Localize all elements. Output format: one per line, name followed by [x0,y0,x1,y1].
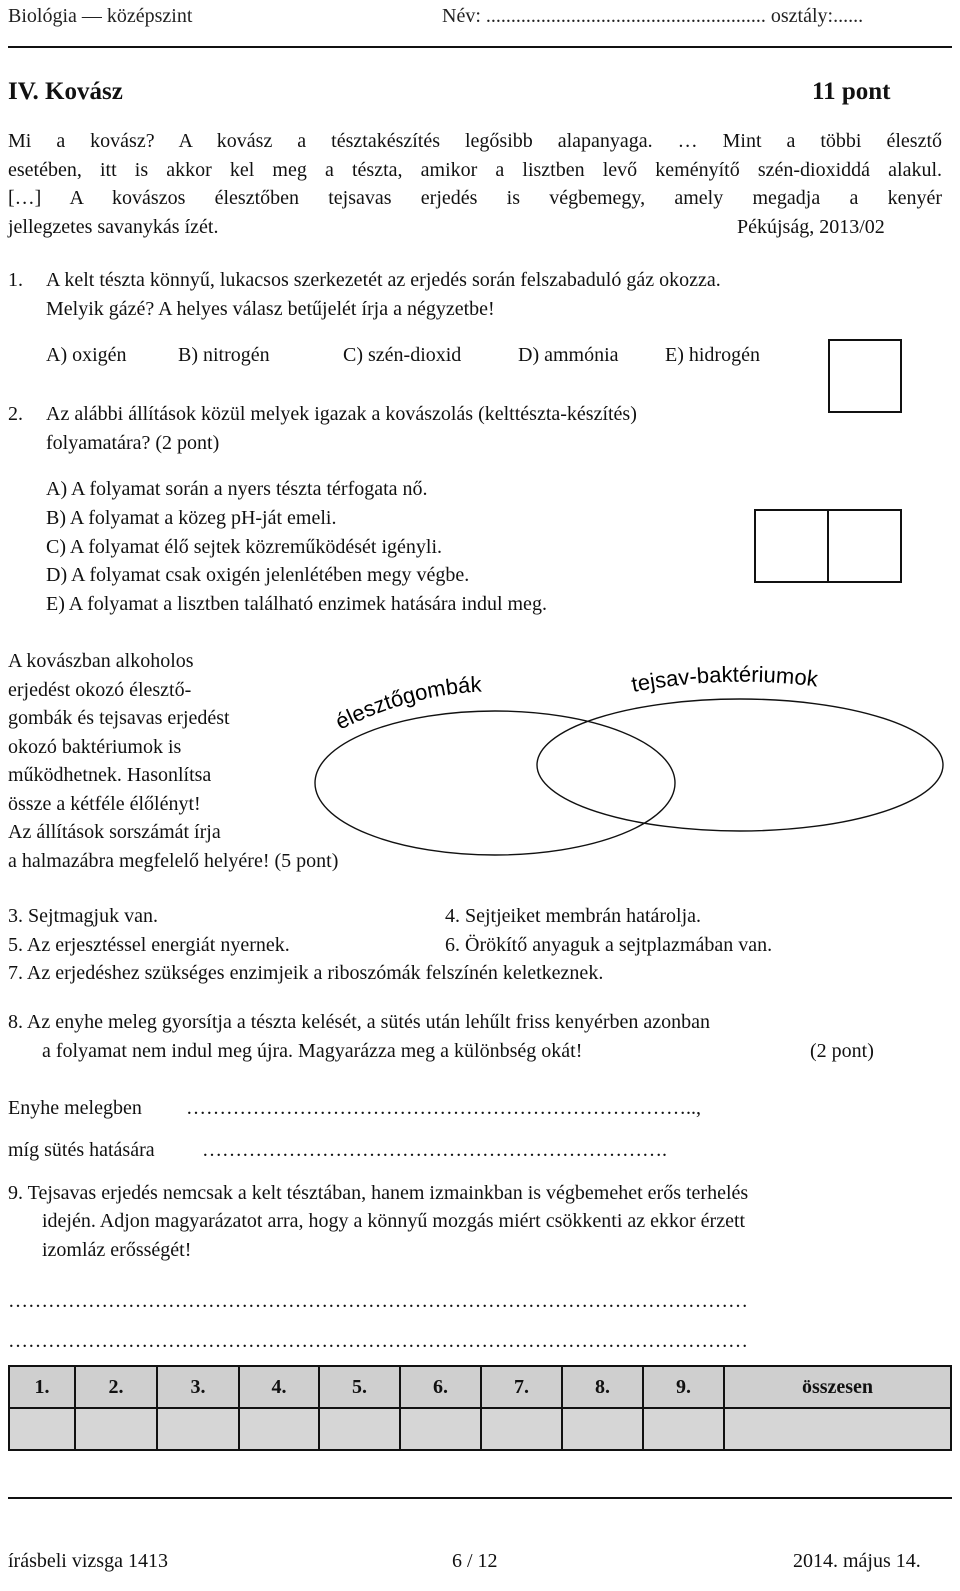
q2-line-2: folyamatára? (2 pont) [46,432,220,454]
q9-answer-line-1[interactable]: ………………………………………………………………………………………………… [8,1290,748,1312]
q8-line-1: 8. Az enyhe meleg gyorsítja a tészta kelését, a sütés után lehűlt friss kenyérben azonban [8,1011,710,1033]
header-subject: Biológia — középszint [8,5,193,27]
q1-option-d: D) ammónia [518,344,619,366]
score-cell-9[interactable] [643,1408,724,1450]
venn-text-1: A kovászban alkoholos [8,650,194,672]
score-header-7: 7. [481,1366,562,1408]
q8-points: (2 pont) [810,1040,874,1062]
q2-number: 2. [8,403,23,425]
q1-answer-box[interactable] [828,339,902,413]
venn-label-yeast: élesztőgombák [331,671,483,735]
statement-4: 4. Sejtjeiket membrán határolja. [445,905,702,927]
score-header-8: 8. [562,1366,643,1408]
q9-line-1: 9. Tejsavas erjedés nemcsak a kelt tésztában, hanem izmainkban is végbemehet erős terhelés [8,1182,749,1204]
section-title: IV. Kovász [8,78,123,105]
score-table [8,1365,952,1451]
q2-option-a: A) A folyamat során a nyers tészta térfogata nő. [46,478,428,500]
q1-option-c: C) szén-dioxid [343,344,462,366]
venn-ellipse-bacteria[interactable] [537,699,943,831]
score-cell-7[interactable] [481,1408,562,1450]
score-header-3: 3. [157,1366,239,1408]
q8-line-2: a folyamat nem indul meg újra. Magyarázza meg a különbség okát! [42,1040,583,1062]
statement-7: 7. Az erjedéshez szükséges enzimjeik a riboszómák felszínén keletkeznek. [8,962,604,984]
score-cell-4[interactable] [239,1408,319,1450]
score-cell-2[interactable] [75,1408,157,1450]
q9-answer-line-2[interactable]: ………………………………………………………………………………………………… [8,1330,748,1352]
score-cell-8[interactable] [562,1408,643,1450]
q8-answer-1-line[interactable]: ………………………………………………………………….., [186,1097,701,1119]
score-header-total: összesen [724,1366,951,1408]
footer-rule [8,1497,952,1499]
header-rule [8,46,952,48]
venn-text-5: működhetnek. Hasonlítsa [8,764,212,786]
score-header-2: 2. [75,1366,157,1408]
q1-line-2: Melyik gázé? A helyes válasz betűjelét írja a négyzetbe! [46,298,495,320]
score-header-5: 5. [319,1366,400,1408]
q1-option-b: B) nitrogén [178,344,270,366]
score-cell-1[interactable] [9,1408,75,1450]
score-table-header-row [9,1366,951,1408]
q2-answer-box-2[interactable] [827,509,902,583]
q1-line-1: A kelt tészta könnyű, lukacsos szerkezetét az erjedés során felszabaduló gáz okozza. [46,269,721,291]
intro-line-3: […] A kovászos élesztőben tejsavas erjedés is végbemegy, amely megadja a kenyér [8,187,942,209]
q1-number: 1. [8,269,23,291]
footer-exam-id: írásbeli vizsga 1413 [8,1550,168,1572]
venn-label-bacteria: tejsav-baktériumok [629,661,820,697]
q8-answer-2-line[interactable]: ……………………………………………………………. [202,1139,667,1161]
q8-answer-2-label: míg sütés hatására [8,1139,155,1161]
score-header-1: 1. [9,1366,75,1408]
q2-option-d: D) A folyamat csak oxigén jelenlétében megy végbe. [46,564,470,586]
score-header-9: 9. [643,1366,724,1408]
q2-option-e: E) A folyamat a lisztben található enzimek hatására indul meg. [46,593,547,615]
intro-line-4: jellegzetes savanykás ízét. [8,216,219,238]
score-cell-total[interactable] [724,1408,951,1450]
score-cell-6[interactable] [400,1408,481,1450]
venn-diagram [300,660,950,880]
intro-source: Pékújság, 2013/02 [737,216,885,238]
intro-line-2: esetében, itt is akkor kel meg a tészta, amikor a lisztben levő keményítő szén-dioxiddá alakul. [8,159,942,181]
statement-6: 6. Örökítő anyaguk a sejtplazmában van. [445,934,773,956]
statement-5: 5. Az erjesztéssel energiát nyernek. [8,934,290,956]
q1-option-e: E) hidrogén [665,344,760,366]
venn-text-8: a halmazábra megfelelő helyére! (5 pont) [8,850,339,872]
venn-text-3: gombák és tejsavas erjedést [8,707,230,729]
header-name-class: Név: ........................................................ osztály:...... [442,5,864,27]
q9-line-3: izomláz erősségét! [42,1239,192,1261]
q2-option-b: B) A folyamat a közeg pH-ját emeli. [46,507,337,529]
footer-page-number: 6 / 12 [452,1550,498,1572]
venn-text-2: erjedést okozó élesztő- [8,679,192,701]
score-table-value-row [9,1408,951,1450]
section-points: 11 pont [812,78,891,105]
venn-text-7: Az állítások sorszámát írja [8,821,221,843]
q2-line-1: Az alábbi állítások közül melyek igazak a kovászolás (kelttészta-készítés) [46,403,637,425]
score-header-4: 4. [239,1366,319,1408]
venn-text-6: össze a kétféle élőlényt! [8,793,201,815]
q2-option-c: C) A folyamat élő sejtek közreműködését igényli. [46,536,443,558]
q2-answer-box-1[interactable] [754,509,829,583]
q9-line-2: idején. Adjon magyarázatot arra, hogy a könnyű mozgás miért csökkenti az ekkor érzett [42,1210,746,1232]
statement-3: 3. Sejtmagjuk van. [8,905,158,927]
venn-text-4: okozó baktériumok is [8,736,182,758]
venn-ellipse-yeast[interactable] [315,711,675,855]
score-header-6: 6. [400,1366,481,1408]
q8-answer-1-label: Enyhe melegben [8,1097,142,1119]
footer-date: 2014. május 14. [793,1550,921,1572]
q1-option-a: A) oxigén [46,344,127,366]
intro-line-1: Mi a kovász? A kovász a tésztakészítés legősibb alapanyaga. … Mint a többi élesztő [8,130,942,152]
score-cell-3[interactable] [157,1408,239,1450]
score-cell-5[interactable] [319,1408,400,1450]
